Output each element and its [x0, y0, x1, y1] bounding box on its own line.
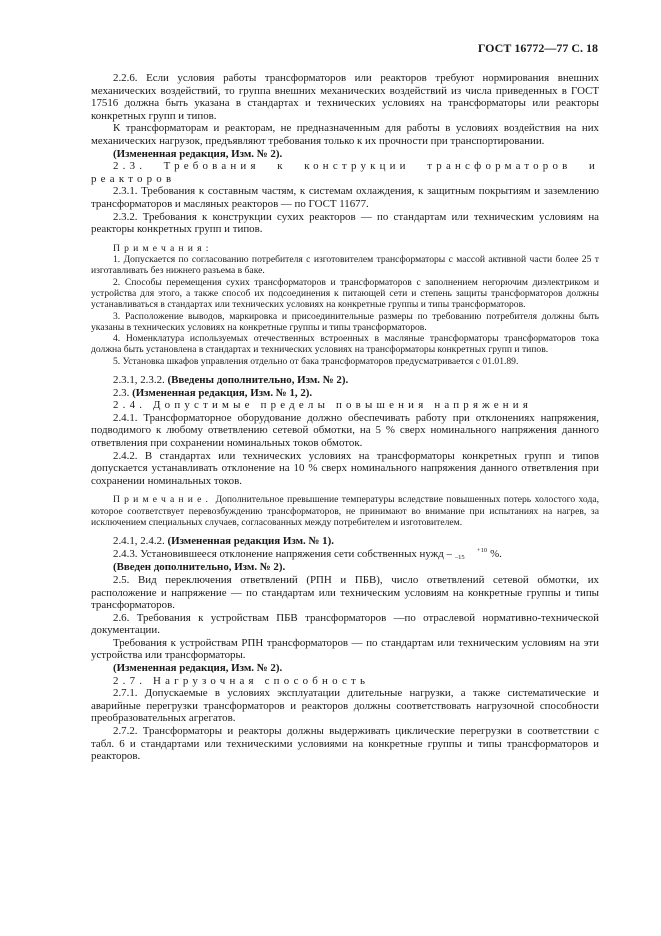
clause-2-4-1: 2.4.1. Трансформаторное оборудование должно обеспечивать работу при отклонениях напряжения, подводимого к любому ответвлению сетевой обмотки, на 5 % сверх номинального напряжения данного ответвления при сохранении номинальных токов обмоток. — [91, 411, 599, 449]
section-2-3-heading: 2.3. Требования к конструкции трансформаторов и реакторов — [91, 160, 599, 185]
note-3: 3. Расположение выводов, маркировка и присоединительные размеры по требованию потребителя должны быть указаны в технических условиях на конкретные группы и типы трансформаторов. — [91, 310, 599, 333]
edition-note: (Измененная редакция, Изм. № 2). — [113, 662, 283, 675]
clause-2-2-6-continued: К трансформаторам и реакторам, не предназначенным для работы в условиях воздействия на них механических нагрузок, предъявляют требования только к их прочности при транспортировании. — [91, 122, 599, 147]
document-body — [91, 72, 599, 763]
clause-2-4-1-2-edition — [91, 535, 599, 548]
clause-2-2-6: 2.2.6. Если условия работы трансформаторов или реакторов требуют нормирования внешних механических воздействий, то группа внешних механических воздействий из числа приведенных в ГОСТ 17516 должна быть указана в стандартах и технических условиях на трансформаторы или реакторы конкретных групп и типов. — [91, 72, 599, 122]
clause-2-4-3 — [91, 548, 599, 562]
tolerance-upper: +10 — [476, 547, 488, 555]
clause-2-6-continued: Требования к устройствам РПН трансформаторов — по стандартам или техническим условиям на эти устройства или трансформаторы. — [91, 636, 599, 662]
clause-text: 2.4.3. Установившееся отклонение напряжения сети собственных нужд – — [113, 547, 452, 560]
edition-note: (Измененная редакция, Изм. № 2). — [113, 147, 283, 160]
edition-text: (Измененная редакция Изм. № 1). — [167, 535, 334, 548]
section-2-4-heading: 2.4. Допустимые пределы повышения напряжения — [113, 399, 533, 412]
clause-2-4-2: 2.4.2. В стандартах или технических условиях на трансформаторы конкретных групп и типов допускается устанавливать отклонение на 10 % сверх номинального напряжения данного ответвления при сохранении номинальных токов. — [91, 449, 599, 487]
clause-2-6: 2.6. Требования к устройствам ПБВ трансформаторов —по отраслевой нормативно-технической документации. — [91, 611, 599, 637]
edition-note: (Введен дополнительно, Изм. № 2). — [113, 561, 286, 574]
note-4: 4. Номенклатура используемых отечественных встроенных в масляные трансформаторы трансформаторов тока должна быть установлена в стандартах и технических условиях на трансформаторы конкретных групп и типов. — [91, 333, 599, 356]
note-overexcitation — [91, 494, 599, 528]
note-2: 2. Способы перемещения сухих трансформаторов и трансформаторов с заполнением негорючим диэлектриком и устройства для этого, а также способ их подсоединения к питающей сети и степень защиты трансформаторов должны устанавливаться в стандартах или технических условиях на конкретные группы и типы трансформаторов. — [91, 276, 599, 311]
tolerance-lower: –15 — [454, 553, 465, 561]
clause-ref: 2.3.1, 2.3.2. — [113, 373, 165, 386]
tolerance-unit: %. — [490, 547, 502, 560]
clause-2-3-1-2-edition — [91, 374, 599, 387]
clause-2-7-1: 2.7.1. Допускаемые в условиях эксплуатации длительные нагрузки, а также систематические и аварийные перегрузки трансформаторов и реакторов должны соответствовать нагрузочной способности преобразовательных агрегатов. — [91, 687, 599, 725]
note-1: 1. Допускается по согласованию потребителя с изготовителем трансформаторы с массой активной части более 25 т изготавливать без нижнего разъема в баке. — [91, 254, 599, 277]
tolerance-limits — [455, 548, 487, 561]
edition-text: (Измененная редакция, Изм. № 1, 2). — [132, 386, 313, 399]
clause-2-3-1: 2.3.1. Требования к составным частям, к системам охлаждения, к защитным покрытиям и заземлению трансформаторов и масляных реакторов — по ГОСТ 11677. — [91, 185, 599, 210]
note-5: 5. Установка шкафов управления отдельно от бака трансформаторов предусматривается с 01.01.89. — [113, 355, 519, 367]
clause-2-7-2: 2.7.2. Трансформаторы и реакторы должны выдерживать циклические перегрузки в соответствии с табл. 6 и стандартами или техническими условиями на конкретные группы и типы трансформаторов и реакторов. — [91, 725, 599, 763]
clause-2-5: 2.5. Вид переключения ответвлений (РПН и ПБВ), число ответвлений сетевой обмотки, их расположение и напряжение — по стандартам или техническим условиям на конкретные группы и типы трансформаторов. — [91, 573, 599, 612]
note-text: Дополнительное превышение температуры вследствие повышенных потерь холостого хода, которое соответствует перевозбуждению трансформаторов, не принимают во внимание при испытаниях на нагрев, за исключением специальных случаев, согласованных между потребителем и изготовителем. — [91, 494, 599, 528]
page-header: ГОСТ 16772—77 С. 18 — [477, 41, 598, 55]
clause-ref: 2.4.1, 2.4.2. — [113, 535, 165, 548]
edition-text: (Введены дополнительно, Изм. № 2). — [167, 373, 349, 386]
note-title: Примечание. — [113, 494, 213, 506]
clause-ref: 2.3. — [113, 386, 130, 399]
clause-2-3-edition — [91, 387, 599, 400]
notes-title: Примечания: — [113, 242, 213, 254]
clause-2-3-2: 2.3.2. Требования к конструкции сухих реакторов — по стандартам или техническим условиям на реакторы конкретных групп и типов. — [91, 210, 599, 236]
section-2-7-heading: 2.7. Нагрузочная способность — [113, 674, 370, 687]
